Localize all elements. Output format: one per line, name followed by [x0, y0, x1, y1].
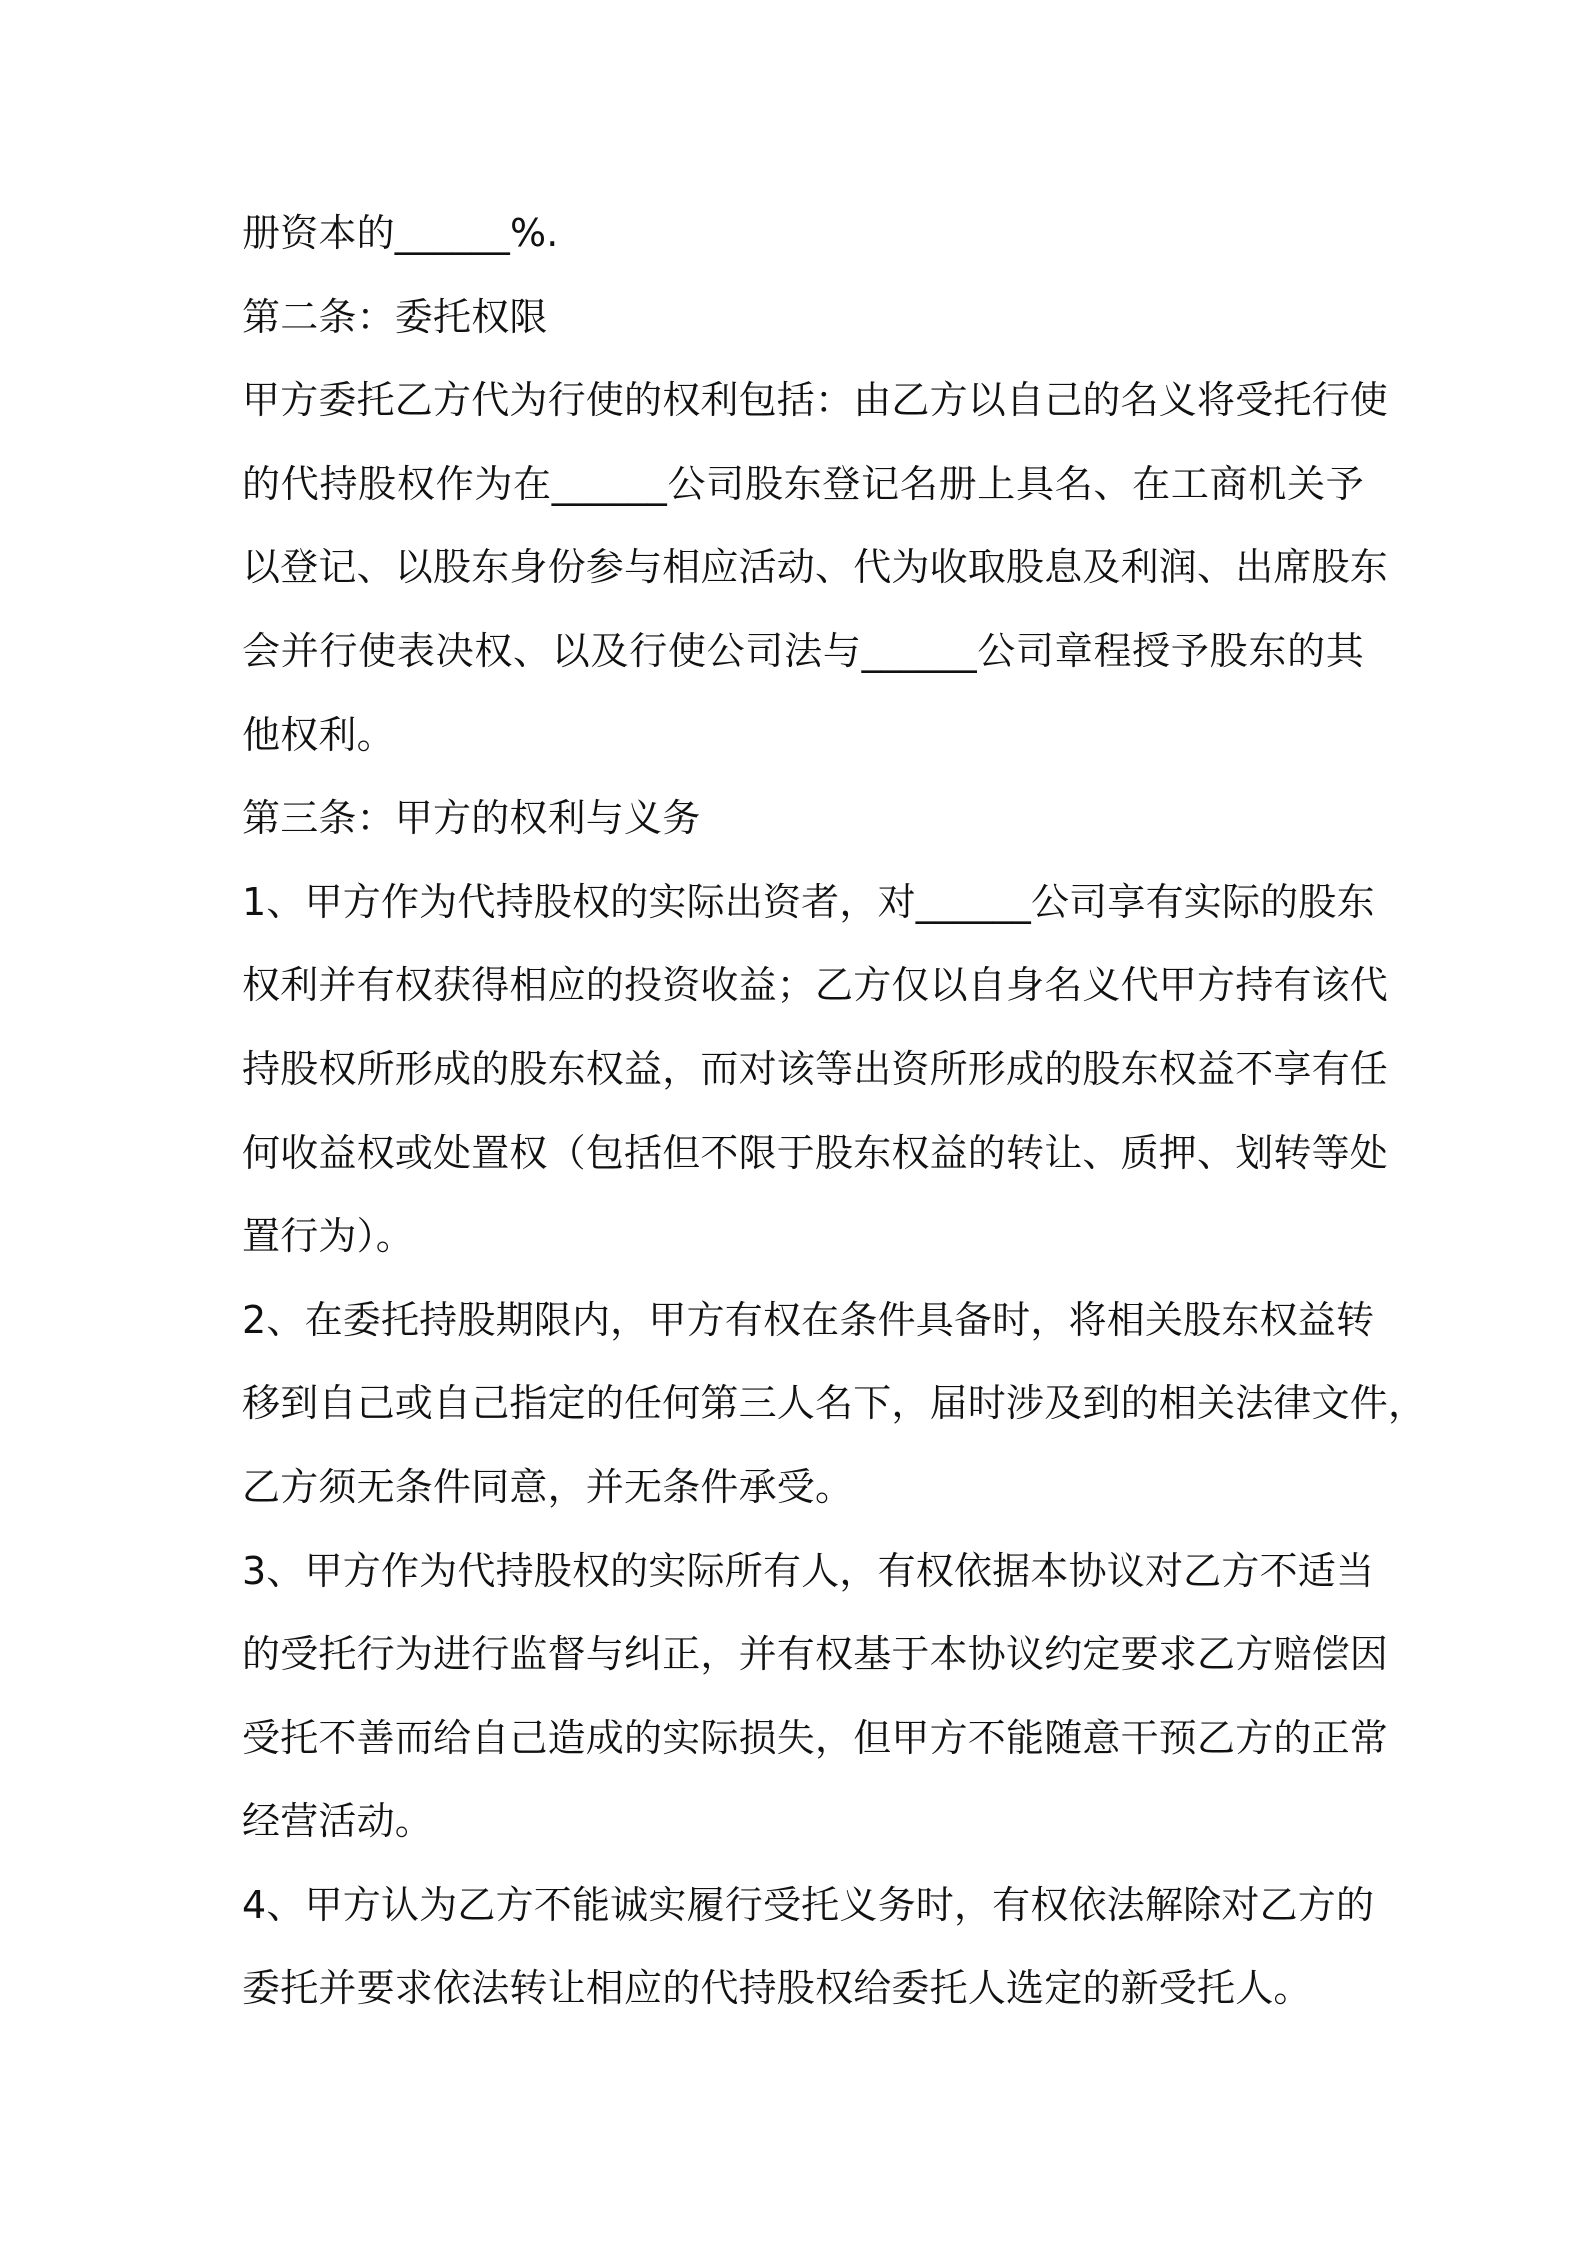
document-body	[242, 192, 1427, 2031]
text-line: 受托不善而给自己造成的实际损失，但甲方不能随意干预乙方的正常	[242, 1715, 1389, 1760]
text-line: 会并行使表决权、以及行使公司法与______公司章程授予股东的其	[242, 628, 1364, 673]
text-line: 的代持股权作为在______公司股东登记名册上具名、在工商机关予	[242, 461, 1364, 506]
text-line: 以登记、以股东身份参与相应活动、代为收取股息及利润、出席股东	[242, 545, 1389, 590]
text-line: 持股权所形成的股东权益，而对该等出资所形成的股东权益不享有任	[242, 1046, 1389, 1091]
text-line: 乙方须无条件同意，并无条件承受。	[242, 1464, 854, 1509]
text-line: 2、在委托持股期限内，甲方有权在条件具备时，将相关股东权益转	[242, 1297, 1375, 1342]
text-line: 甲方委托乙方代为行使的权利包括：由乙方以自己的名义将受托行使	[242, 378, 1389, 423]
text-line: 的受托行为进行监督与纠正，并有权基于本协议约定要求乙方赔偿因	[242, 1632, 1389, 1677]
text-line: 册资本的______%.	[242, 211, 559, 255]
text-line: 权利并有权获得相应的投资收益；乙方仅以自身名义代甲方持有该代	[242, 963, 1389, 1008]
text-line: 3、甲方作为代持股权的实际所有人，有权依据本协议对乙方不适当	[242, 1548, 1375, 1593]
section-heading-article-2: 第二条：委托权限	[242, 294, 548, 339]
text-line: 移到自己或自己指定的任何第三人名下，届时涉及到的相关法律文件，	[242, 1381, 1427, 1426]
text-line: 置行为）。	[242, 1214, 415, 1259]
section-heading-article-3: 第三条：甲方的权利与义务	[242, 796, 701, 841]
text-line: 他权利。	[242, 712, 395, 757]
text-line: 经营活动。	[242, 1799, 434, 1844]
text-line: 委托并要求依法转让相应的代持股权给委托人选定的新受托人。	[242, 1966, 1312, 2011]
text-line: 何收益权或处置权（包括但不限于股东权益的转让、质押、划转等处	[242, 1130, 1389, 1175]
text-line: 4、甲方认为乙方不能诚实履行受托义务时，有权依法解除对乙方的	[242, 1882, 1375, 1927]
text-line: 1、甲方作为代持股权的实际出资者，对______公司享有实际的股东	[242, 879, 1375, 924]
